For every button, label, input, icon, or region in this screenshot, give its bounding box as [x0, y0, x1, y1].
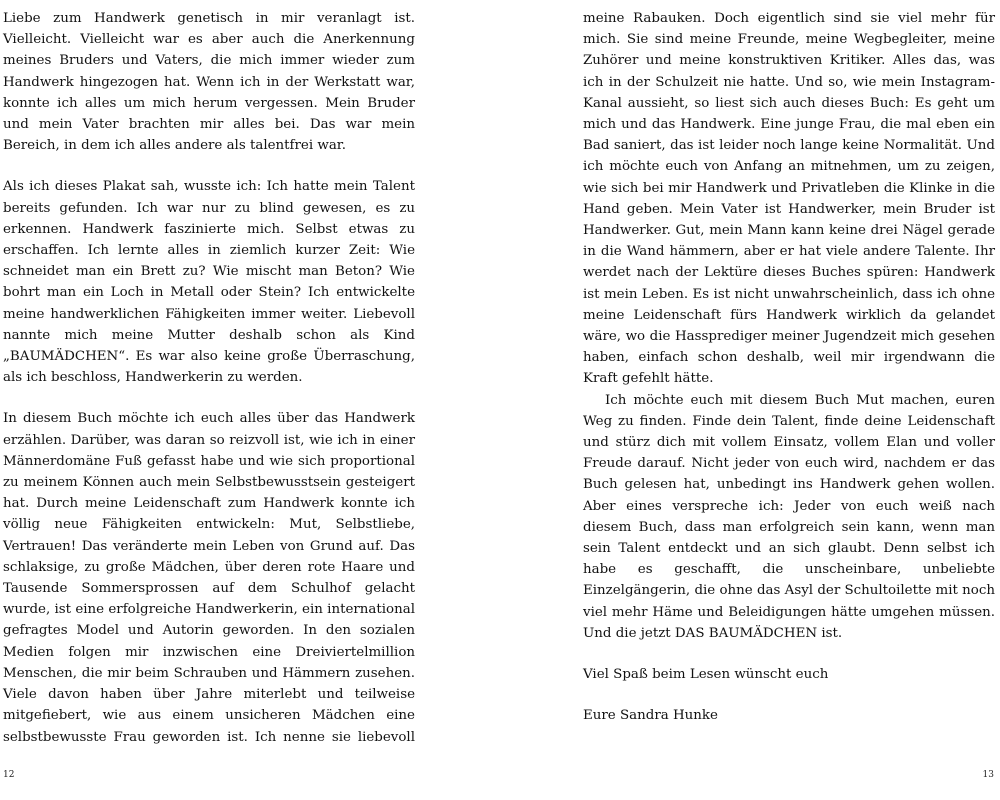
- paragraph: meine Rabauken. Doch eigentlich sind sie viel mehr für mich. Sie sind meine Freunde, meine Wegbegleiter, meine Zuhörer und meine konstruktiven Kritiker. Alles das, was ich in der Schulzeit nie hatte. Und so, wie mein Instagram-Kanal aussieht, so liest sich auch dieses Buch: Es geht um mich und das Handwerk. Eine junge Frau, die mal eben ein Bad saniert, das ist leider noch lange keine Normalität. Und ich möchte euch von Anfang an mitnehmen, um zu zeigen, wie sich bei mir Handwerk und Privatleben die Klinke in die Hand geben. Mein Vater ist Handwerker, mein Bruder ist Handwerker. Gut, mein Mann kann keine drei Nägel gerade in die Wand hämmern, aber er hat viele andere Talente. Ihr werdet nach der Lektüre dieses Buches spüren: Handwerk ist mein Leben. Es ist nicht unwahrscheinlich, dass ich ohne meine Leidenschaft fürs Handwerk wirklich da gelandet wäre, wo die Hassprediger meiner Jugendzeit mich gesehen haben, einfach schon deshalb, weil mir irgendwann die Kraft gefehlt hätte.: [583, 11, 995, 387]
- paragraph: Als ich dieses Plakat sah, wusste ich: Ich hatte mein Talent bereits gefunden. Ich war nur zu blind gewesen, es zu erkennen. Handwerk faszinierte mich. Selbst etwas zu erschaffen. Ich lernte alles in ziemlich kurzer Zeit: Wie schneidet man ein Brett zu? Wie mischt man Beton? Wie bohrt man ein Loch in Metall oder Stein? Ich entwickelte meine handwerklichen Fähigkeiten immer weiter. Liebevoll nannte mich meine Mutter deshalb schon als Kind „BAUMÄDCHEN“. Es war also keine große Überraschung, als ich beschloss, Handwerkerin zu werden.: [3, 179, 415, 386]
- right-page: [583, 8, 995, 727]
- signature-line: Eure Sandra Hunke: [583, 708, 718, 724]
- left-page: [3, 8, 415, 748]
- paragraph: In diesem Buch möchte ich euch alles über das Handwerk erzählen. Darüber, was daran so reizvoll ist, wie ich in einer Männerdomäne Fuß gefasst habe und wie sich proportional zu meinem Können auch mein Selbstbewusstsein gesteigert hat. Durch meine Leidenschaft zum Handwerk konnte ich völlig neue Fähigkeiten entwickeln: Mut, Selbstliebe, Vertrauen! Das veränderte mein Leben von Grund auf. Das schlaksige, zu große Mädchen, über deren rote Haare und Tausende Sommersprossen auf dem Schulhof gelacht wurde, ist eine erfolgreiche Handwerkerin, ein international gefragtes Model und Autorin geworden. In den sozialen Medien folgen mir inzwischen eine Dreiviertelmillion Menschen, die mir beim Schrauben und Hämmern zusehen. Viele davon haben über Jahre miterlebt und teilweise mitgefiebert, wie aus einem unsicheren Mädchen eine selbstbewusste Frau geworden ist. Ich nenne sie liebevoll: [3, 411, 415, 745]
- closing-line: Viel Spaß beim Lesen wünscht euch: [583, 667, 829, 683]
- paragraph: Liebe zum Handwerk genetisch in mir veranlagt ist. Vielleicht. Vielleicht war es aber auch die Anerkennung meines Bruders und Vaters, die mich immer wieder zum Handwerk hingezogen hat. Wenn ich in der Werkstatt war, konnte ich alles um mich herum vergessen. Mein Bruder und mein Vater brachten mir alles bei. Das war mein Bereich, in dem ich alles andere als talentfrei war.: [3, 11, 415, 154]
- page-number-left: 12: [3, 770, 15, 780]
- page-number-right: 13: [982, 770, 994, 780]
- paragraph: Ich möchte euch mit diesem Buch Mut machen, euren Weg zu finden. Finde dein Talent, finde deine Leidenschaft und stürz dich mit vollem Einsatz, vollem Elan und voller Freude darauf. Nicht jeder von euch wird, nachdem er das Buch gelesen hat, unbedingt ins Handwerk gehen wollen. Aber eines verspreche ich: Jeder von euch weiß nach diesem Buch, dass man erfolgreich sein kann, wenn man sein Talent entdeckt und an sich glaubt. Denn selbst ich habe es geschafft, die unscheinbare, unbeliebte Einzelgängerin, die ohne das Asyl der Schultoilette mit noch viel mehr Häme und Beleidigungen hätte umgehen müssen. Und die jetzt DAS BAUMÄDCHEN ist.: [583, 392, 995, 641]
